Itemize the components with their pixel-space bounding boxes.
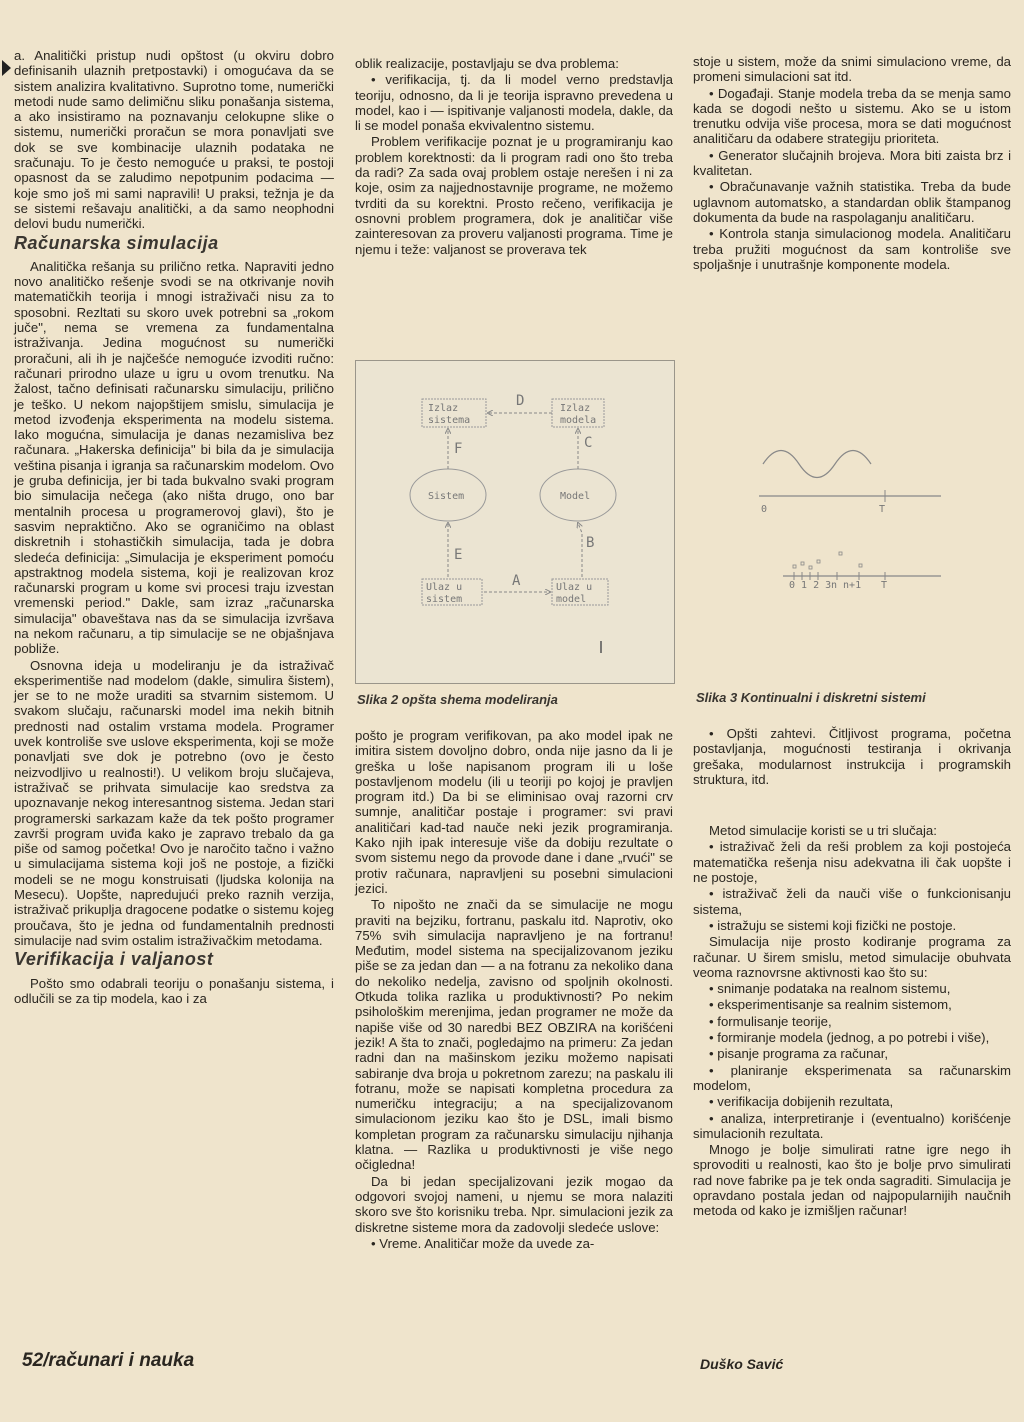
list-item: • verifikacija dobijenih rezultata, [709, 1094, 894, 1110]
label-ulaz-u: Ulaz u [426, 582, 463, 593]
bullet-item: • istražuju se sistemi koji fizički ne postoje. [709, 917, 957, 933]
bullet-item: • Događaji. Stanje modela treba da se menja samo kada se dogodi nešto u sistemu. Ako se u istom trenutku odvija više procesa, mora se dati mogućnost analitičaru da odabere strategiju prioriteta. [693, 85, 1011, 147]
bullet-item: • Vreme. Analitičar može da uvede za- [371, 1235, 595, 1251]
paragraph: Problem verifikacije poznat je u programiranju kao problem korektnosti: da li program radi ono što treba da radi? Za sada ovaj problem ostaje nerešen i ni za koje, osim za najjednostavnije programe, ne možemo tvrditi da su korektni. Prosto rečeno, verifikacija je osnovni problem programera, dok je analitičar više zainteresovan za proveru valjanosti programa. Time je njemu i teže: valjanost se proverava tek [355, 134, 673, 257]
paragraph: To nipošto ne znači da se simulacije ne mogu praviti na bejziku, fortranu, paskalu itd. Naprotiv, oko 75% svih simulacija napravljeno je na fortranu! Međutim, model sistema na specijalizovanom jeziku piše se za jedan dan — a na fotranu za nekoliko dana do nekoliko nedelja, zavisno od spoljnih okolnosti. Otkuda tolika razlika u produktivnosti? Po nekim psihološkim merenjima, jedan programer ne može da napiše više od 30 naredbi BEZ OBZIRA na korišćeni jezik! A šta to znači, pogledajmo na primeru: Za jedan radni dan na mašinskom jeziku možemo napisati sabiranje dva broja u pokretnom zarezu; na paskalu ili fotranu, može se napisati kompletna procedura za numeričku integraciju; a na specijalizovanom simulacionom jeziku kao što je DSL, imali bismo kompletan program za računarsku simulaciju njihanja klatna. — Razlika u produktivnosti je više nego očigledna! [355, 897, 673, 1173]
list-item: • planiranje eksperimenata sa računarskim modelom, [693, 1062, 1011, 1093]
label-ulaz-u2: Ulaz u [556, 582, 593, 593]
bullet-item: • Kontrola stanja simulacionog modela. Analitičaru treba pružiti mogućnost da sam kontroliše sve spoljašnje i unutrašnje komponente modela. [693, 226, 1011, 272]
margin-arrow-icon [2, 60, 11, 76]
figure-caption-2: Slika 2 opšta shema modeliranja [357, 692, 558, 707]
disc-label-end: T [881, 580, 888, 591]
cont-label-end: T [879, 504, 886, 515]
paragraph: Analitička rešanja su prilično retka. Napraviti jedno novo analitičko rešenje svodi se na otkrivanje novih matematičkih teorija i mnogi istraživači nisu za to sposobni. Rezltati su skoro uvek potrebni sa „rokom juče", nema se vremena za fundamentalna istraživanja. Jedina mogućnost su numerički proračuni, ali ih je najčešće nemoguće izvoditi ručno: računari prirodno ulaze u igru u ovom trenutku. Na žalost, tačno definisati računarsku simulaciju, prilično je teško. U nekom najopštijem smislu, simulacija je metod izvođenja eksperimenta na modelu sistema. Iako mogućna, simulacija je danas nezamisliva bez računara. „Hakerska definicija" bi bila da je simulacija veština pisanja i igranja sa računarskim modelom. Ovo je gruba definicija, jer bi tada bukvalno svaki program bio simulacija nečega (ako ništa drugo, ono bar mentalnih procesa u programerovoj glavi), što je sasvim nepraktično. Ako se ograničimo na oblast diskretnih i stohastičkih simulacija, tada je dobra sledeća definicija: „Simulacija je eksperiment pomoću apstraktnog modela sistema, koji je realizovan kroz računarski program u kome svi procesi traju izvestan vremenski period." Dakle, sam izraz „računarska simulacija" obaveštava nas da se simulacija izvršava na nekom računaru, a tip simulacije se ne objašnjava pobliže. [14, 258, 334, 657]
figure-caption-3: Slika 3 Kontinualni i diskretni sistemi [696, 690, 926, 705]
paragraph: stoje u sistem, može da snimi simulaciono vreme, da promeni simulacioni sat itd. [693, 54, 1011, 85]
paragraph: a. Analitički pristup nudi opštost (u okviru dobro definisanih ulaznih pretpostavki) i omogućava da se sistem analizira kvalitativno. Suprotno tome, numerički metodi nude samo delimičnu sliku ponašanja sistema, a ako insistiramo na poznavanju celokupne slike o sistemu, numerički proračun se mora ponavljati sve dok se sve kombinacije ulaznih podataka ne sračunaju. To je često nemoguće u praksi, te postoji opasnost da se zaludimo nepotpunim podacima — koje smo još mi sami napravili! U praksi, težnja je da se sistemi rešavaju analitički, a da samo neophodni delovi budu numerički. [14, 48, 334, 232]
paragraph: Simulacija nije prosto kodiranje programa za računar. U širem smislu, metod simulacije obuhvata veoma raznovrsne aktivnosti kao što su: [693, 934, 1011, 980]
cont-label-start: 0 [761, 504, 768, 515]
label-a: A [512, 573, 521, 589]
author-name: Duško Savić [700, 1356, 784, 1372]
column-right-top [693, 54, 1011, 273]
discrete-points [793, 552, 862, 569]
paragraph: oblik realizacije, postavljaju se dva problema: [355, 56, 619, 71]
paragraph: Pošto smo odabrali teoriju o ponašanju sistema, i odlučili se za tip modela, kao i za [14, 975, 334, 1006]
label-modela: modela [560, 415, 597, 426]
continuous-curve [763, 451, 871, 478]
label-d: D [516, 393, 525, 409]
column-middle-top [355, 56, 673, 258]
label-c: C [584, 435, 593, 451]
label-e: E [454, 547, 463, 563]
arrow-b [578, 523, 582, 577]
list-item: • eksperimentisanje sa realnim sistemom, [709, 997, 952, 1013]
label-b: B [586, 535, 595, 551]
list-item: • snimanje podataka na realnom sistemu, [709, 981, 951, 997]
label-sistema: sistema [428, 415, 471, 426]
column-left [14, 48, 334, 1007]
bullet-item: • Opšti zahtevi. Čitljivost programa, početna postavljanja, mogućnosti testiranja i okrivanja grešaka, modularnost instrukcija i programskih struktura, itd. [693, 726, 1011, 787]
list-item: • formulisanje teorije, [709, 1013, 832, 1029]
section-heading-verification: Verifikacija i valjanost [14, 949, 214, 970]
label-model2: model [556, 594, 587, 605]
paragraph: Mnogo je bolje simulirati ratne igre nego ih sprovoditi u realnosti, kao što je bolje prvo simulirati rad nove fabrike pa je tek onda sagraditi. Simulacija je opravdano postala jedan od najpopularnijih naučnih metoda od kako je izmišljen računar! [693, 1142, 1011, 1219]
label-sistem: Sistem [428, 491, 465, 502]
figure-continuous-discrete [693, 360, 1011, 682]
disc-label-n: n n+1 [831, 580, 862, 591]
column-middle-bottom [355, 728, 673, 1252]
list-item: • formiranje modela (jednog, a po potrebi i više), [709, 1030, 990, 1046]
bullet-item: • Generator slučajnih brojeva. Mora biti zaista brz i kvalitetan. [693, 147, 1011, 179]
label-izlaz2: Izlaz [560, 403, 591, 414]
bullet-item: • istraživač želi da reši problem za koji postojeća matematička rešenja nisu adekvatna ili čak uopšte i ne postoje, [693, 839, 1011, 886]
column-right-bottom [693, 726, 1011, 1220]
section-heading-simulation: Računarska simulacija [14, 232, 219, 253]
disc-label-ticks: 0 1 2 3 [789, 580, 832, 591]
paragraph: Osnovna ideja u modeliranju je da istraživač eksperimentiše nad modelom (dakle, simulira šistem), jer se to ne može uraditi sa stvarnim sistemom. U svakom slučaju, računarski model ima nekih bitnih prednosti nad ostalim vrstama modela. Programer uvek kontroliše sve uslove eksperimenta, koji se može ponavljati sve dok je potrebno (ovo je često neizvodljivo u realnosti!). U velikom broju slučajeva, istraživač se prihvata simulacije kao sredstva za upoznavanje nekog interesantnog sistema. Jedan stari programerski sarkazam kaže da tek pošto programer završi program uviđa kako je zapravo trebalo da ga piše od samog početka! Ovo je naročito tačno i važno u simulacijama sistema koji još ne postoje, a fizički modeli se ne mogu konstruisati (ljudska kolonija na Mesecu). Uopšte, napredujući preko raznih verzija, istraživač prikuplja dragocene podatke o sistemu kojeg proučava, što je jedna od fundamentalnih prednosti simulacije nad svim ostalim istraživačkim metodama. [14, 657, 334, 948]
continuous-discrete-diagram [693, 360, 1011, 682]
page-footer: 52/računari i nauka [22, 1350, 195, 1371]
label-f: F [454, 441, 463, 457]
paragraph: Da bi jedan specijalizovani jezik mogao da odgovori svojoj nameni, u njemu se mora nalaziti skoro sve što korisniku treba. Npr. simulacioni jezik za diskretne sisteme mora da zadovolji sledeće uslove: [355, 1173, 673, 1235]
bullet-item: • Obračunavanje važnih statistika. Treba da bude uglavnom automatsko, a standardan oblik štampanog dokumenta da bude na raspolaganju analitičaru. [693, 179, 1011, 225]
paragraph: Metod simulacije koristi se u tri slučaja: [709, 823, 937, 839]
list-item: • pisanje programa za računar, [709, 1046, 889, 1062]
bullet-item: • verifikacija, tj. da li model verno predstavlja teoriju, odnosno, da li je teorija ispravno prevedena u model, kao i — ispitivanje valjanosti modela, dakle, da li se model ponaša ekvivalentno sistemu. [355, 72, 673, 134]
figure-modeling-scheme [355, 360, 675, 684]
paragraph: pošto je program verifikovan, pa ako model ipak ne imitira sistem dovoljno dobro, onda nije jasno da li je greška u loše napisanom program ili u loše postavljenom modelu (ili u teoriji po kojoj je pravljen program itd.) Da bi se eliminisao ovaj razorni crv sumnje, analitičar postaje i programer: svi pravi analitičari kad-tad nauče neki jezik programiranja. Kako njih ipak interesuje više da dobiju rezultate o svom sistemu nego da provode dane i dane „rvući" se protiv računara, napravljeni su posebni simulacioni jezici. [355, 728, 673, 896]
list-item: • analiza, interpretiranje i (eventualno) korišćenje simulacionih rezultata. [693, 1110, 1011, 1141]
label-model: Model [560, 491, 591, 502]
bullet-item: • istraživač želi da nauči više o funkcionisanju sistema, [693, 886, 1011, 917]
modeling-diagram [356, 361, 674, 683]
label-izlaz: Izlaz [428, 403, 459, 414]
label-sistem2: sistem [426, 594, 463, 605]
